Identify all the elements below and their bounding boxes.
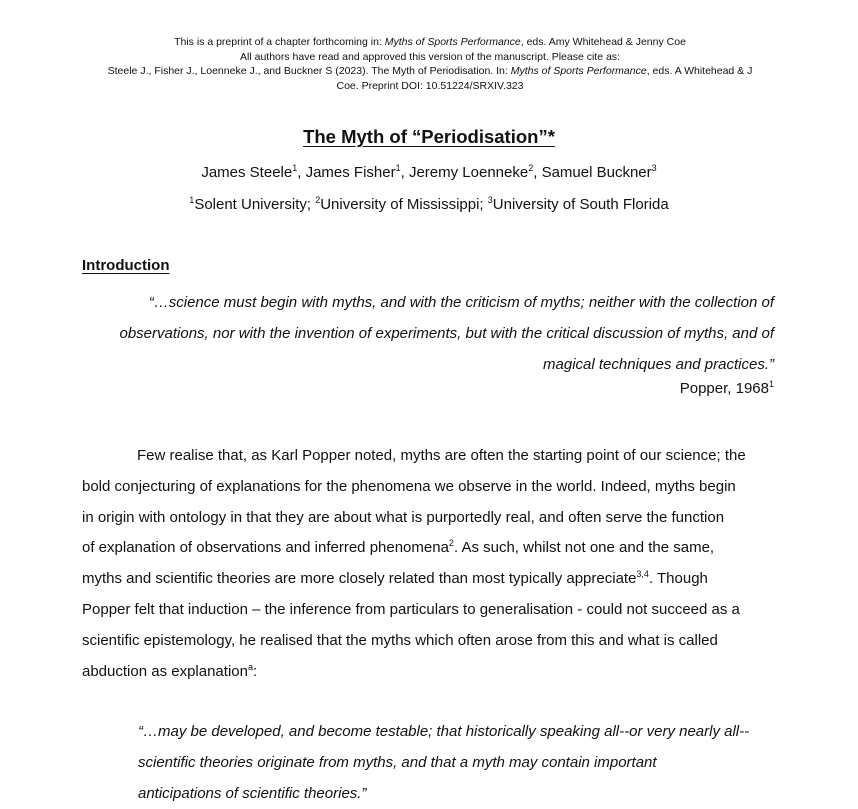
affiliation-list [0,196,858,213]
author-affil-sup: 3 [651,163,657,173]
book-title: Myths of Sports Performance [510,65,647,77]
document-title-wrap [0,126,858,148]
epigraph [82,287,774,380]
paragraph-line [82,533,782,564]
preprint-line-3 [80,64,780,79]
citation-text: , eds. A Whitehead & J [646,65,753,77]
affiliation-sup: 3 [487,195,493,205]
citation-sup: 1 [768,379,774,389]
epigraph-line: magical techniques and practices.” [543,356,774,373]
footnote-sup: a [247,661,253,672]
quote-line: “…may be developed, and become testable; that historically speaking all--or very nearly all-- [138,723,750,740]
paragraph-line: Few realise that, as Karl Popper noted, myths are often the starting point of our science; the [137,447,746,464]
paragraph-line: scientific epistemology, he realised that the myths which often arose from this and what is called [82,631,718,649]
epigraph-line: observations, nor with the invention of experiments, but with the critical discussion of myths, and of [119,325,774,342]
line-text: . Though [648,570,708,588]
block-quote [138,716,778,809]
preprint-text: , eds. Amy Whitehead & Jenny Coe [520,36,686,48]
epigraph-citation [82,380,774,397]
author-separator: , [297,164,306,181]
paragraph-line [82,657,782,688]
section-heading: Introduction [82,257,170,274]
author-affil-sup: 1 [292,163,298,173]
line-text: . As such, whilst not one and the same, [453,539,715,557]
affiliation [488,196,669,213]
author [542,164,657,181]
quote-line: anticipations of scientific theories.” [138,785,367,802]
line-text: of explanation of observations and inferred phenomena [82,539,449,557]
author-name: James Steele [201,164,293,181]
affiliation-separator: ; [306,196,316,213]
preprint-text: This is a preprint of a chapter forthcoming in: [174,36,385,48]
author-separator: , [400,164,409,181]
author-name: Samuel Buckner [541,164,652,181]
author-list [0,164,858,181]
paragraph-line [82,564,782,595]
preprint-line-2: All authors have read and approved this version of the manuscript. Please cite as: [240,50,620,63]
paragraph-line: in origin with ontology in that they are about what is purportedly real, and often serve the function [82,508,725,526]
book-title: Myths of Sports Performance [384,36,521,48]
affiliation-name: Solent University [194,196,307,213]
author-affil-sup: 1 [395,163,401,173]
line-text: : [252,662,258,680]
document-title: The Myth of “Periodisation”* [303,126,555,147]
citation-text: Popper, 1968 [679,380,769,397]
body-paragraph [82,441,782,687]
author-affil-sup: 2 [528,163,534,173]
author [409,164,542,181]
quote-line: scientific theories originate from myths, and that a myth may contain important [138,754,657,771]
paragraph-line: Popper felt that induction – the inference from particulars to generalisation - could not succeed as a [82,600,740,618]
line-text: myths and scientific theories are more closely related than most typically appreciate [82,570,637,588]
affiliation [189,196,315,213]
affiliation [315,196,488,213]
citation-text: Steele J., Fisher J., Loenneke J., and Buckner S (2023). The Myth of Periodisation. In: [107,65,511,77]
preprint-line-1 [80,35,780,50]
preprint-notice [80,35,780,93]
affiliation-name: University of Mississippi [320,196,480,213]
affiliation-sup: 1 [189,195,195,205]
author-name: James Fisher [305,164,396,181]
author-name: Jeremy Loenneke [408,164,529,181]
reference-sup: 3,4 [636,569,649,580]
paragraph-line: bold conjecturing of explanations for the phenomena we observe in the world. Indeed, myths begin [82,477,736,495]
preprint-line-4: Coe. Preprint DOI: 10.51224/SRXIV.323 [336,79,524,92]
epigraph-line: “…science must begin with myths, and with the criticism of myths; neither with the collection of [148,294,774,311]
affiliation-separator: ; [479,196,488,213]
author-separator: , [533,164,542,181]
author [201,164,305,181]
author [306,164,409,181]
reference-sup: 2 [448,538,454,549]
affiliation-sup: 2 [315,195,321,205]
affiliation-name: University of South Florida [492,196,669,213]
line-text: abduction as explanation [82,662,248,680]
